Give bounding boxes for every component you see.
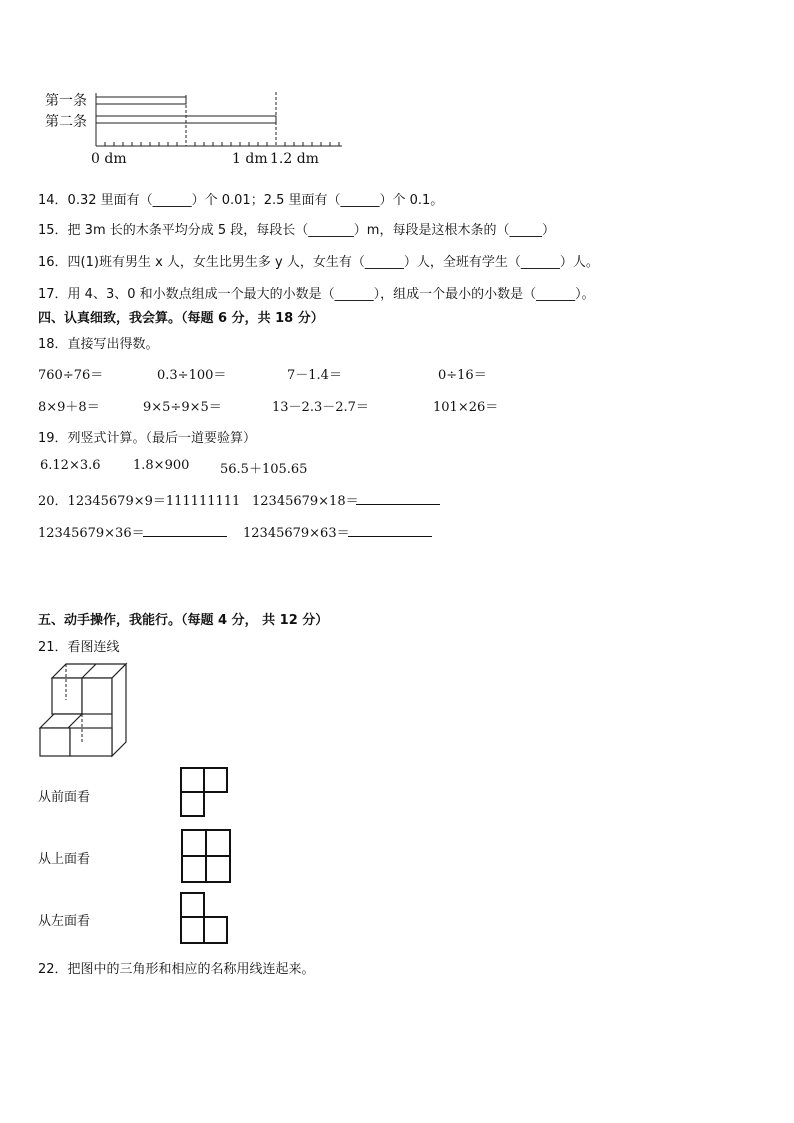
tick-label-1: 1 dm (232, 151, 268, 167)
question-14: 14．0.32 里面有（______）个 0.01；2.5 里面有（______）个 0.1。 (38, 193, 444, 208)
question-20-b: 12345679×18＝ (252, 494, 359, 509)
question-16: 16．四(1)班有男生 x 人，女生比男生多 y 人，女生有（______）人，全班有学生（______）人。 (38, 255, 599, 270)
top-view-shape (182, 830, 230, 882)
left-view-shape (181, 893, 227, 943)
vertical-calc-item: 6.12×3.6 (40, 458, 101, 473)
calc-item: 7－1.4＝ (287, 368, 342, 383)
question-15: 15．把 3m 长的木条平均分成 5 段，每段长（_______）m，每段是这根木条的（_____） (38, 223, 555, 238)
vertical-calc-item: 56.5＋105.65 (220, 462, 308, 477)
calc-item: 101×26＝ (433, 400, 499, 415)
question-17: 17．用 4、3、0 和小数点组成一个最大的小数是（______），组成一个最小的小数是（______）。 (38, 287, 595, 302)
question-21-title: 21．看图连线 (38, 640, 120, 655)
tick-label-0: 0 dm (91, 151, 127, 167)
view-front-label: 从前面看 (38, 790, 91, 805)
calc-item: 9×5÷9×5＝ (143, 400, 222, 415)
calc-item: 8×9＋8＝ (38, 400, 100, 415)
question-20-c: 12345679×36＝ (38, 526, 145, 541)
view-shapes (0, 0, 240, 950)
tick-label-12: 1.2 dm (270, 151, 319, 167)
view-top-label: 从上面看 (38, 852, 91, 867)
section-4-heading: 四、认真细致，我会算。（每题 6 分，共 18 分） (38, 311, 324, 326)
answer-line (356, 504, 440, 505)
question-18-title: 18．直接写出得数。 (38, 337, 159, 352)
question-20-d: 12345679×63＝ (243, 526, 350, 541)
calc-item: 760÷76＝ (38, 368, 104, 383)
question-22-title: 22．把图中的三角形和相应的名称用线连起来。 (38, 962, 315, 977)
bar-second-label: 第二条 (45, 114, 87, 130)
bar-first-label: 第一条 (45, 93, 87, 109)
vertical-calc-item: 1.8×900 (133, 458, 190, 473)
section-5-heading: 五、动手操作，我能行。（每题 4 分， 共 12 分） (38, 613, 329, 628)
calc-item: 0.3÷100＝ (157, 368, 227, 383)
calc-item: 13－2.3－2.7＝ (272, 400, 369, 415)
calc-item: 0÷16＝ (438, 368, 487, 383)
question-20-a: 20．12345679×9＝111111111 (38, 494, 241, 509)
question-19-title: 19．列竖式计算。（最后一道要验算） (38, 431, 257, 446)
answer-line (348, 536, 432, 537)
front-view-shape (181, 768, 227, 816)
view-left-label: 从左面看 (38, 914, 91, 929)
